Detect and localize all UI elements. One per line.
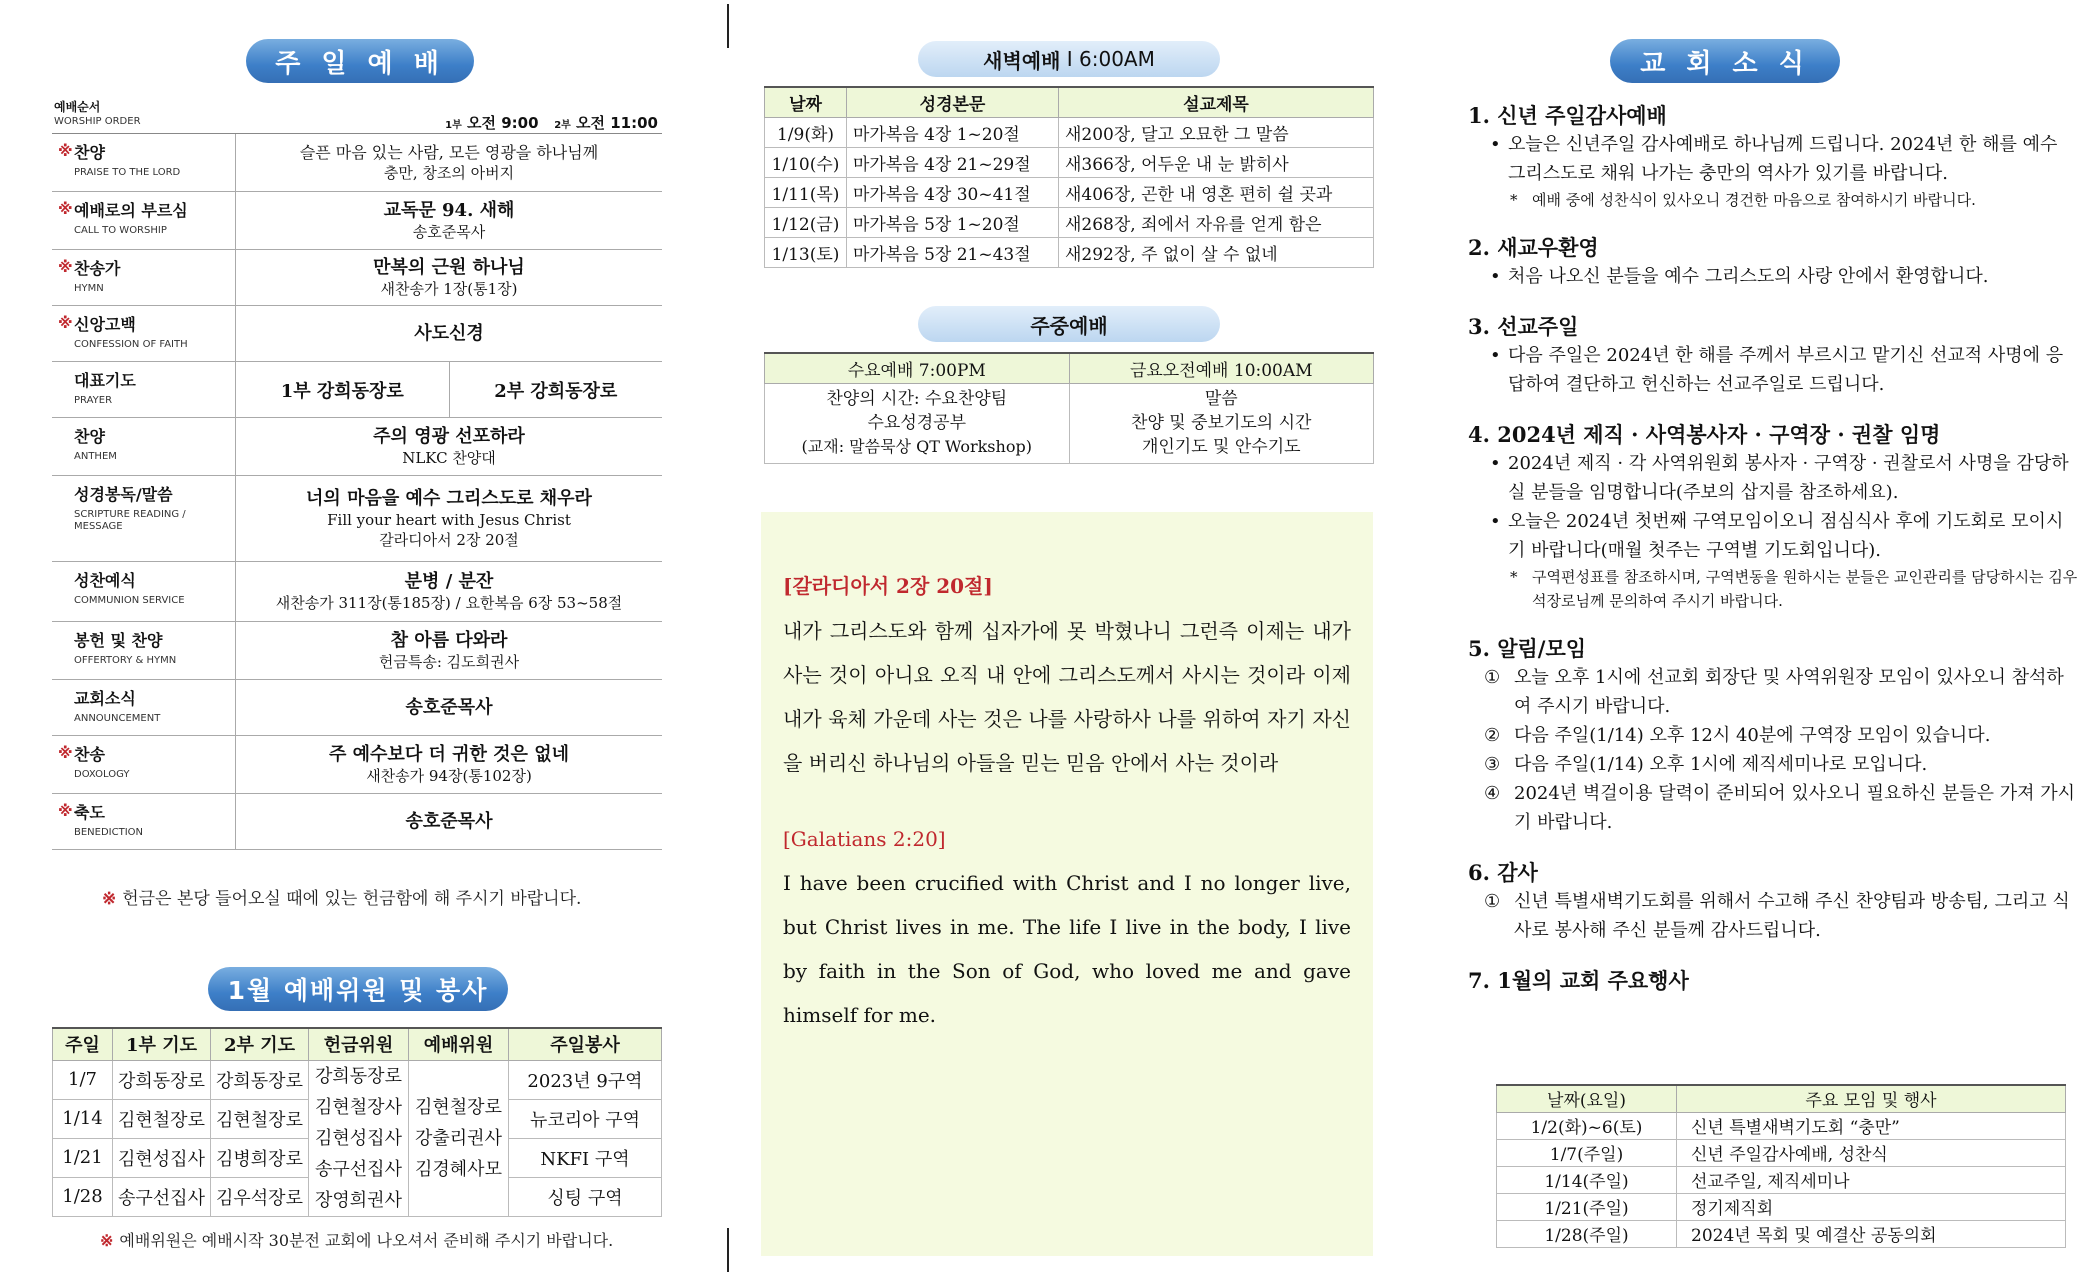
worship-item [52, 306, 662, 362]
worship-item-title: 분병 / 분잔 [404, 571, 494, 592]
worship-item-label-en: PRAISE TO THE LORD [74, 167, 181, 178]
required-mark: ※ [58, 142, 73, 160]
worship-item-title: 주 예수보다 더 귀한 것은 없네 [329, 744, 569, 765]
worship-item-label-en: DOXOLOGY [74, 769, 130, 780]
worship-item-title: 주의 영광 선포하라 [373, 426, 525, 447]
worship-item-label-en: BENEDICTION [74, 827, 144, 838]
wednesday-service-header: 수요예배 7:00PM [765, 353, 1070, 383]
worship-item [52, 680, 662, 736]
worship-item [52, 794, 662, 850]
worship-item [52, 418, 662, 476]
offering-team: 강희동장로 김현철장사 김현성집사 송구선집사 장영희권사 [309, 1060, 409, 1216]
worship-item-detail: 송호준목사 [412, 223, 486, 241]
worship-order-label: 예배순서 [54, 100, 101, 114]
table-row: 1/12(금) 마가복음 5장 1~20절 새268장, 죄에서 자유를 얻게 함은 [765, 207, 1374, 237]
worship-item-detail: NLKC 찬양대 [402, 449, 496, 467]
required-mark: ※ [58, 314, 73, 332]
worship-order [52, 96, 662, 850]
scripture-text-kr: 내가 그리스도와 함께 십자가에 못 박혔나니 그런즉 이제는 내가 사는 것이 아니요 오직 내 안에 그리스도께서 사시는 것이라 이제 내가 육체 가운데 사는 것은 나를 사랑하사 나를 위하여 자기 자신을 버리신 하나님의 아들을 믿는 믿음 안에서 사는 것이라 [783, 619, 1351, 775]
worship-item [52, 736, 662, 794]
worship-item [52, 192, 662, 250]
news-section-7: 7. 1월의 교회 주요행사 [1468, 968, 1689, 993]
worship-order-rows [52, 134, 662, 850]
news-section-6: 6. 감사 ① 신년 특별새벽기도회를 위해서 수고해 주신 찬양팀과 방송팀, 그리고 식사로 봉사해 주신 분들께 감사드립니다. [1468, 860, 2070, 941]
events-table [1496, 1084, 2066, 1248]
table-row: 1/9(화) 마가복음 4장 1~20절 새200장, 달고 오묘한 그 말씀 [765, 117, 1374, 147]
worship-item-label-en: OFFERTORY & HYMN [74, 655, 177, 666]
worship-item: 대표기도 PRAYER 1부 강희동장로 2부 강희동장로 [52, 362, 662, 418]
scripture-box [761, 512, 1373, 1256]
worship-item-detail: 새찬송가 1장(통1장) [380, 280, 518, 298]
panel-divider-top [727, 4, 729, 48]
usher-team: 김현철장로 강출리권사 김경혜사모 [409, 1060, 509, 1216]
church-news-header: 교 회 소 식 [1610, 39, 1840, 83]
usher-note: ※ 예배위원은 예배시작 30분전 교회에 나오셔서 준비해 주시기 바랍니다. [100, 1231, 614, 1250]
service-times: 1부 오전 9:00 2부 오전 11:00 [445, 114, 658, 132]
worship-item-label: 신앙고백 [74, 315, 136, 334]
worship-item [52, 562, 662, 622]
worship-item-label-en: CONFESSION OF FAITH [74, 339, 188, 350]
worship-item-detail: 새찬송가 94장(통102장) [366, 767, 532, 785]
table-row [765, 383, 1374, 463]
worship-item: 성경봉독/말씀 SCRIPTURE READING / MESSAGE 너의 마음을 예수 그리스도로 채우라 Fill your heart with Jesus Christ 갈라디아서 2장 20절 [52, 476, 662, 562]
scripture-text-en: I have been crucified with Christ and I no longer live, but Christ lives in me. The life I live in the body, I live by faith in the Son of God, who loved me and gave himself for me. [783, 871, 1351, 1027]
scripture-ref-en: [Galatians 2:20] [783, 827, 946, 851]
required-mark: ※ [58, 258, 73, 276]
table-row: 1/14 김현철장로 김현철장로 뉴코리아 구역 [53, 1099, 662, 1138]
table-row: 1/28(주일) 2024년 목회 및 예결산 공동의회 [1497, 1220, 2066, 1247]
panel-divider-bottom [727, 1228, 729, 1272]
worship-item-title: 교독문 94. 새해 [383, 200, 515, 221]
table-row: 1/11(목) 마가복음 4장 30~41절 새406장, 곤한 내 영혼 편히 쉴 곳과 [765, 177, 1374, 207]
required-mark: ※ [58, 200, 73, 218]
dawn-prayer-header: 새벽예배 I 6:00AM [918, 41, 1220, 77]
wednesday-service-detail: 찬양의 시간: 수요찬양팀 수요성경공부 (교재: 말씀묵상 QT Workshop) [765, 383, 1070, 463]
worship-item-label-en: ANTHEM [74, 451, 117, 462]
staff-table [52, 1027, 662, 1217]
table-row: 1/21 김현성집사 김병희장로 NKFI 구역 [53, 1138, 662, 1177]
midweek-worship-table [764, 352, 1374, 464]
worship-item-label: 찬송가 [74, 259, 121, 278]
staff-table-header: 주일 1부 기도 2부 기도 헌금위원 예배위원 주일봉사 [53, 1028, 662, 1060]
dawn-prayer-table [764, 86, 1374, 268]
required-mark: ※ [58, 744, 73, 762]
worship-item-detail: 헌금특송: 김도희권사 [378, 653, 520, 671]
worship-item [52, 622, 662, 680]
worship-item-detail: 갈라디아서 2장 20절 [379, 531, 519, 549]
worship-item-detail: 새찬송가 311장(통185장) / 요한복음 6장 53~58절 [275, 594, 623, 612]
worship-item-title: 슬픈 마음 있는 사람, 모든 영광을 하나님께 [299, 143, 599, 162]
worship-item-label: 성찬예식 [74, 571, 136, 590]
table-row: 1/14(주일) 선교주일, 제직세미나 [1497, 1166, 2066, 1193]
table-row: 1/13(토) 마가복음 5장 21~43절 새292장, 주 없이 살 수 없네 [765, 237, 1374, 267]
worship-item-title: 너의 마음을 예수 그리스도로 채우라 [306, 488, 592, 509]
worship-item-title: 송호준목사 [405, 697, 493, 718]
offering-note: ※ 헌금은 본당 들어오실 때에 있는 헌금함에 해 주시기 바랍니다. [102, 889, 582, 909]
worship-item-label-en: PRAYER [74, 395, 113, 406]
worship-item-label-en: SCRIPTURE READING / MESSAGE [74, 509, 186, 532]
friday-service-header: 금요오전예배 10:00AM [1069, 353, 1374, 383]
worship-item-label: 찬송 [74, 745, 105, 764]
table-row: 1/7 강희동장로 강희동장로 강희동장로 김현철장사 김현성집사 송구선집사 장영희권사 김현철장로 강출리권사 김경혜사모 2023년 9구역 [53, 1060, 662, 1099]
worship-item-label: 찬양 [74, 427, 105, 446]
sunday-worship-header: 주 일 예 배 [246, 39, 474, 83]
worship-item-detail: 충만, 창조의 아버지 [383, 164, 515, 182]
worship-item-label: 찬양 [74, 143, 105, 162]
news-section-2: 2. 새교우환영 • 처음 나오신 분들을 예수 그리스도의 사랑 안에서 환영합니다. [1468, 235, 1989, 287]
table-row: 1/21(주일) 정기제직회 [1497, 1193, 2066, 1220]
worship-item-label: 예배로의 부르심 [74, 201, 188, 220]
worship-order-label-en: WORSHIP ORDER [54, 116, 141, 127]
scripture-ref-kr: [갈라디아서 2장 20절] [783, 574, 993, 598]
worship-item [52, 250, 662, 306]
staff-header: 1월 예배위원 및 봉사 [208, 967, 508, 1011]
worship-item-title: 만복의 근원 하나님 [373, 257, 525, 278]
midweek-worship-header: 주중예배 [918, 306, 1220, 342]
worship-item-title: 참 아름 다와라 [390, 630, 508, 651]
events-table-header: 날짜(요일) 주요 모임 및 행사 [1497, 1085, 2066, 1112]
worship-item-label-en: HYMN [74, 283, 104, 294]
news-section-4: 4. 2024년 제직 · 사역봉사자 · 구역장 · 권찰 임명 • 2024년 제직 · 각 사역위원회 봉사자 · 구역장 · 권찰로서 사명을 감당하실 분들을 임명합니다(주보의 삽지를 참조하세요). • 오늘은 2024년 첫번째 구역모임이오니 점심식사 후에 기도회로 모이시기 바랍니다(매월 첫주는 구역별 기도회입니다). * 구역편성표를 참조하시며, 구역변동을 원하시는 분들은 교인관리를 담당하시는 김우석장로님께 문의하여 주시기 바랍니다. [1468, 422, 2078, 610]
news-section-5: 5. 알림/모임 ① 오늘 오후 1시에 선교회 회장단 및 사역위원장 모임이 있사오니 참석하여 주시기 바랍니다. ② 다음 주일(1/14) 오후 12시 40분에 구역장 모임이 있습니다. ③ 다음 주일(1/14) 오후 1시에 제직세미나로 모입니다. ④ 2024년 벽걸이용 달력이 준비되어 있사오니 필요하신 분들은 가져 가시기 바랍니다. [1468, 636, 2076, 833]
table-row: 1/28 송구선집사 김우석장로 싱팅 구역 [53, 1177, 662, 1216]
friday-service-detail: 말씀 찬양 및 중보기도의 시간 개인기도 및 안수기도 [1069, 383, 1374, 463]
required-mark: ※ [58, 802, 73, 820]
news-section-1: 1. 신년 주일감사예배 • 오늘은 신년주일 감사예배로 하나님께 드립니다. 2024년 한 해를 예수 그리스도로 채워 나가는 충만의 역사가 있기를 바랍니다. * 예배 중에 성찬식이 있사오니 경건한 마음으로 참여하시기 바랍니다. [1468, 103, 2058, 209]
church-news [1468, 100, 2078, 1015]
worship-item-title: 사도신경 [414, 323, 484, 344]
worship-item-title: 송호준목사 [405, 811, 493, 832]
worship-item-label: 축도 [74, 803, 105, 822]
dawn-table-header: 날짜 성경본문 설교제목 [765, 87, 1374, 117]
worship-item-label-en: COMMUNION SERVICE [74, 595, 185, 606]
table-row: 1/7(주일) 신년 주일감사예배, 성찬식 [1497, 1139, 2066, 1166]
worship-item-label-en: CALL TO WORSHIP [74, 225, 167, 236]
table-row: 1/10(수) 마가복음 4장 21~29절 새366장, 어두운 내 눈 밝히사 [765, 147, 1374, 177]
worship-item-label: 성경봉독/말씀 [74, 485, 173, 504]
news-section-3: 3. 선교주일 • 다음 주일은 2024년 한 해를 주께서 부르시고 맡기신 선교적 사명에 응답하여 결단하고 헌신하는 선교주일로 드립니다. [1468, 314, 2064, 395]
worship-item [52, 134, 662, 192]
table-row: 1/2(화)~6(토) 신년 특별새벽기도회 “충만” [1497, 1112, 2066, 1139]
worship-order-header [52, 96, 662, 134]
worship-item-label-en: ANNOUNCEMENT [74, 713, 161, 724]
worship-item-label: 대표기도 [74, 371, 136, 390]
worship-item-label: 교회소식 [74, 689, 136, 708]
worship-item-label: 봉헌 및 찬양 [74, 631, 163, 650]
